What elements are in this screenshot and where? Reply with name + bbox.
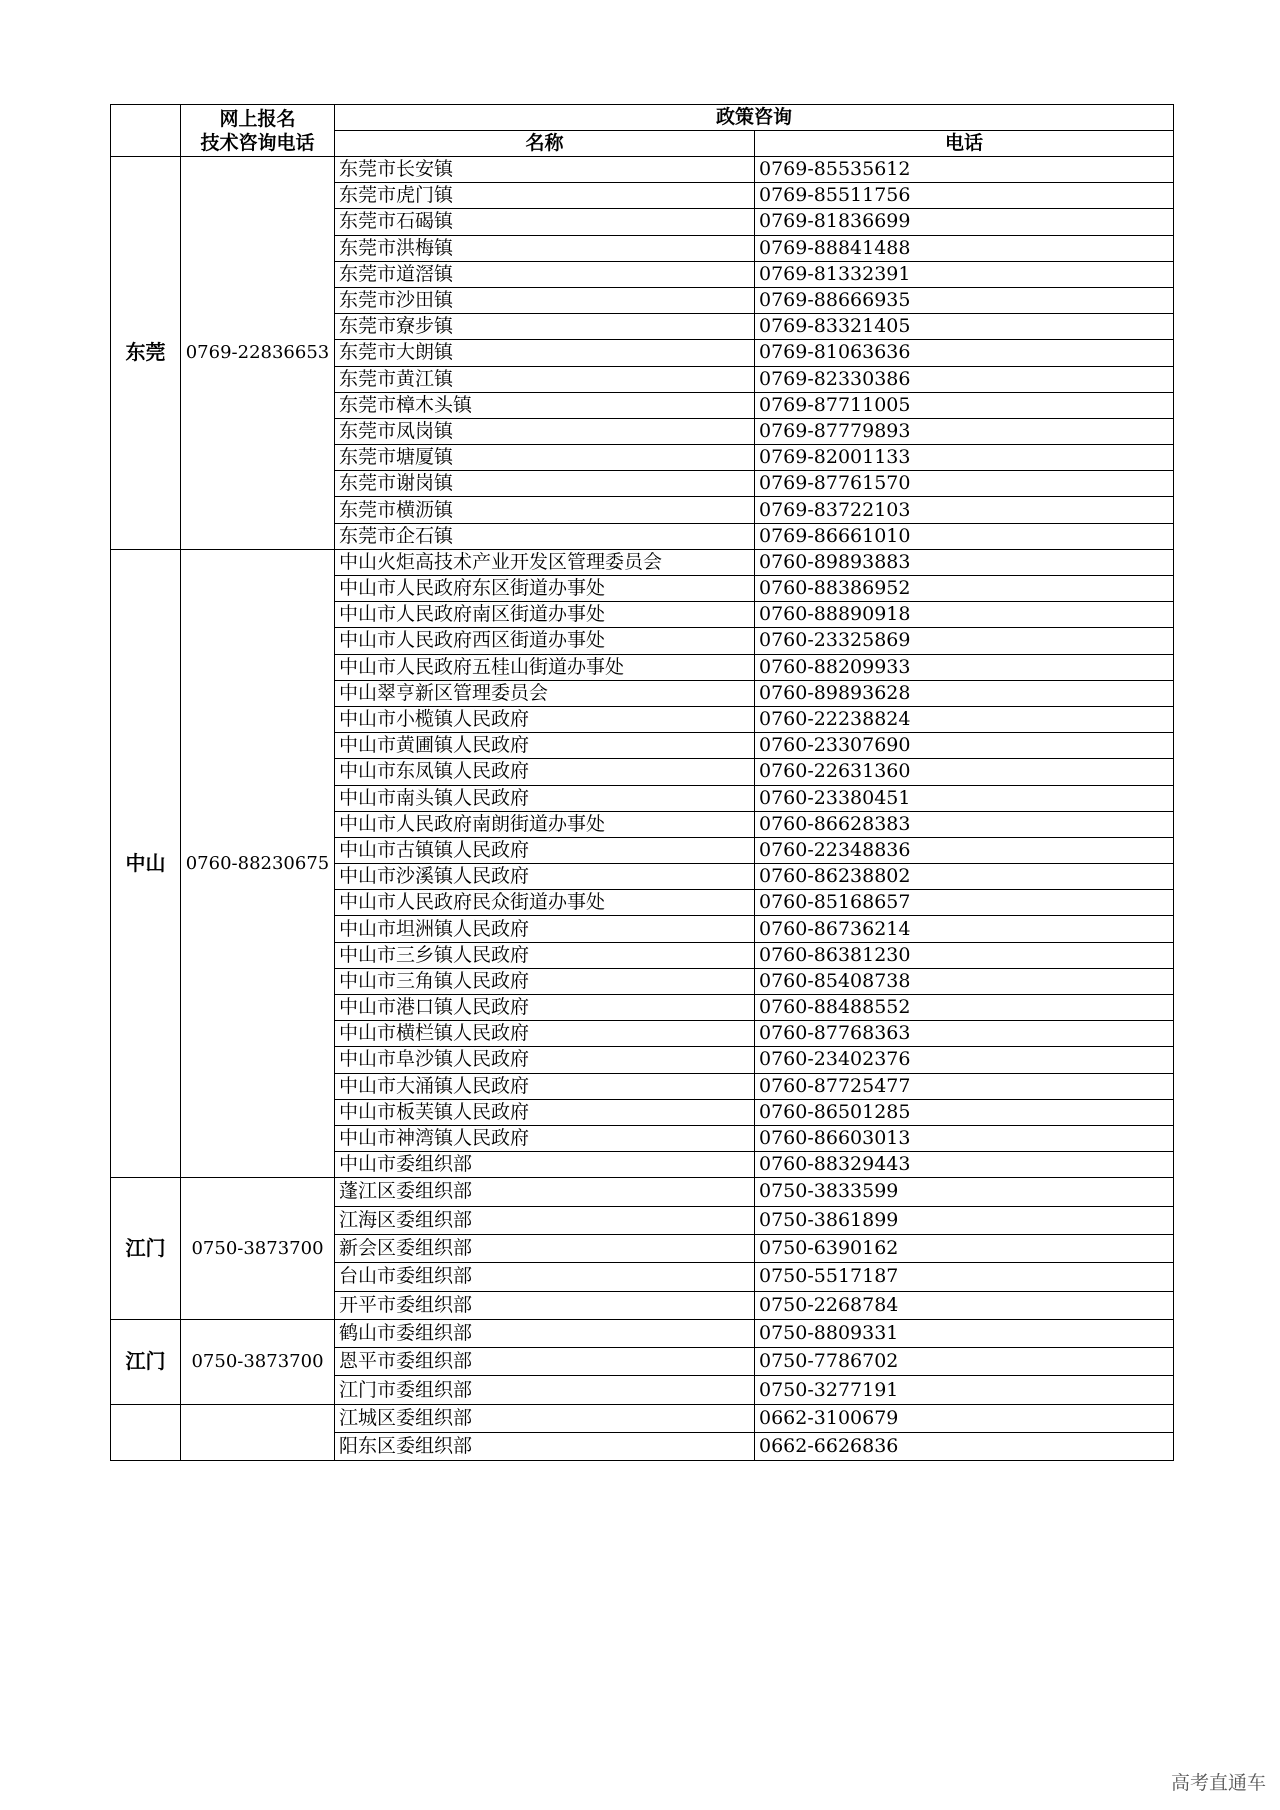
office-phone-cell: 0769-85511756: [755, 183, 1174, 209]
table-row: [111, 1178, 1174, 1206]
office-name-cell: 江城区委组织部: [335, 1404, 755, 1432]
city-cell: 中山: [111, 549, 181, 1178]
office-phone-cell: 0760-86238802: [755, 864, 1174, 890]
city-cell: 东莞: [111, 157, 181, 550]
header-tech-label-line1: 网上报名: [219, 107, 296, 130]
office-name-cell: 中山市人民政府西区街道办事处: [335, 628, 755, 654]
office-name-cell: 中山市人民政府民众街道办事处: [335, 890, 755, 916]
office-phone-cell: 0769-81332391: [755, 261, 1174, 287]
office-name-cell: 东莞市黄江镇: [335, 366, 755, 392]
office-name-cell: 中山翠亨新区管理委员会: [335, 680, 755, 706]
city-cell: 江门: [111, 1319, 181, 1404]
office-name-cell: 东莞市大朗镇: [335, 340, 755, 366]
office-phone-cell: 0750-5517187: [755, 1263, 1174, 1291]
office-phone-cell: 0769-85535612: [755, 157, 1174, 183]
header-row-1: [111, 105, 1174, 131]
office-phone-cell: 0662-3100679: [755, 1404, 1174, 1432]
office-phone-cell: 0769-81063636: [755, 340, 1174, 366]
office-name-cell: 中山市横栏镇人民政府: [335, 1021, 755, 1047]
office-name-cell: 中山市黄圃镇人民政府: [335, 733, 755, 759]
office-name-cell: 中山市大涌镇人民政府: [335, 1073, 755, 1099]
office-phone-cell: 0769-83321405: [755, 314, 1174, 340]
office-phone-cell: 0760-87725477: [755, 1073, 1174, 1099]
office-phone-cell: 0750-6390162: [755, 1234, 1174, 1262]
office-name-cell: 中山市东凤镇人民政府: [335, 759, 755, 785]
office-name-cell: 中山市三乡镇人民政府: [335, 942, 755, 968]
office-name-cell: 东莞市道滘镇: [335, 261, 755, 287]
office-phone-cell: 0760-88209933: [755, 654, 1174, 680]
table-row: [111, 1319, 1174, 1347]
office-phone-cell: 0662-6626836: [755, 1432, 1174, 1460]
office-name-cell: 东莞市洪梅镇: [335, 235, 755, 261]
office-name-cell: 东莞市石碣镇: [335, 209, 755, 235]
table-row: [111, 157, 1174, 183]
policy-consultation-table: [110, 104, 1174, 1461]
watermark-text: 高考直通车: [1170, 1772, 1266, 1794]
office-name-cell: 中山市港口镇人民政府: [335, 995, 755, 1021]
office-name-cell: 江门市委组织部: [335, 1376, 755, 1404]
office-phone-cell: 0769-81836699: [755, 209, 1174, 235]
office-phone-cell: 0760-88386952: [755, 576, 1174, 602]
office-phone-cell: 0760-22631360: [755, 759, 1174, 785]
office-name-cell: 中山市人民政府东区街道办事处: [335, 576, 755, 602]
office-phone-cell: 0760-23380451: [755, 785, 1174, 811]
tech-phone-cell: 0769-22836653: [181, 157, 335, 550]
table-row: [111, 1404, 1174, 1432]
office-name-cell: 东莞市谢岗镇: [335, 471, 755, 497]
city-cell: [111, 1404, 181, 1461]
header-tech-label-line2: 技术咨询电话: [200, 131, 315, 154]
header-policy-label: 政策咨询: [335, 105, 1174, 131]
office-name-cell: 东莞市长安镇: [335, 157, 755, 183]
office-phone-cell: 0750-8809331: [755, 1319, 1174, 1347]
office-phone-cell: 0760-87768363: [755, 1021, 1174, 1047]
office-name-cell: 蓬江区委组织部: [335, 1178, 755, 1206]
tech-phone-cell: [181, 1404, 335, 1461]
header-phone-label: 电话: [755, 131, 1174, 157]
office-name-cell: 东莞市沙田镇: [335, 287, 755, 313]
office-name-cell: 恩平市委组织部: [335, 1348, 755, 1376]
office-name-cell: 东莞市企石镇: [335, 523, 755, 549]
office-phone-cell: 0760-88890918: [755, 602, 1174, 628]
office-phone-cell: 0760-86603013: [755, 1125, 1174, 1151]
office-phone-cell: 0760-86381230: [755, 942, 1174, 968]
office-phone-cell: 0750-2268784: [755, 1291, 1174, 1319]
tech-phone-cell: 0750-3873700: [181, 1319, 335, 1404]
office-name-cell: 中山火炬高技术产业开发区管理委员会: [335, 549, 755, 575]
office-phone-cell: 0760-89893628: [755, 680, 1174, 706]
office-phone-cell: 0750-7786702: [755, 1348, 1174, 1376]
office-name-cell: 中山市人民政府南区街道办事处: [335, 602, 755, 628]
office-name-cell: 中山市阜沙镇人民政府: [335, 1047, 755, 1073]
header-name-label: 名称: [335, 131, 755, 157]
office-phone-cell: 0769-87711005: [755, 392, 1174, 418]
office-phone-cell: 0769-83722103: [755, 497, 1174, 523]
office-name-cell: 东莞市虎门镇: [335, 183, 755, 209]
office-phone-cell: 0769-87779893: [755, 418, 1174, 444]
office-phone-cell: 0760-88329443: [755, 1152, 1174, 1178]
office-name-cell: 江海区委组织部: [335, 1206, 755, 1234]
tech-phone-cell: 0760-88230675: [181, 549, 335, 1178]
office-name-cell: 东莞市凤岗镇: [335, 418, 755, 444]
office-phone-cell: 0769-87761570: [755, 471, 1174, 497]
office-phone-cell: 0760-86501285: [755, 1099, 1174, 1125]
office-name-cell: 鹤山市委组织部: [335, 1319, 755, 1347]
office-phone-cell: 0760-22238824: [755, 706, 1174, 732]
office-phone-cell: 0760-88488552: [755, 995, 1174, 1021]
office-name-cell: 台山市委组织部: [335, 1263, 755, 1291]
office-phone-cell: 0760-86628383: [755, 811, 1174, 837]
office-phone-cell: 0750-3861899: [755, 1206, 1174, 1234]
office-phone-cell: 0769-88841488: [755, 235, 1174, 261]
office-name-cell: 中山市人民政府五桂山街道办事处: [335, 654, 755, 680]
header-city-cell: [111, 105, 181, 157]
office-phone-cell: 0750-3833599: [755, 1178, 1174, 1206]
office-phone-cell: 0760-85408738: [755, 968, 1174, 994]
office-name-cell: 中山市南头镇人民政府: [335, 785, 755, 811]
office-name-cell: 中山市委组织部: [335, 1152, 755, 1178]
office-phone-cell: 0769-88666935: [755, 287, 1174, 313]
office-phone-cell: 0769-82001133: [755, 445, 1174, 471]
office-name-cell: 中山市板芙镇人民政府: [335, 1099, 755, 1125]
header-tech-phone-cell: [181, 105, 335, 157]
office-name-cell: 东莞市樟木头镇: [335, 392, 755, 418]
office-name-cell: 东莞市塘厦镇: [335, 445, 755, 471]
office-name-cell: 东莞市寮步镇: [335, 314, 755, 340]
office-name-cell: 中山市神湾镇人民政府: [335, 1125, 755, 1151]
office-phone-cell: 0760-23325869: [755, 628, 1174, 654]
office-name-cell: 东莞市横沥镇: [335, 497, 755, 523]
office-phone-cell: 0760-85168657: [755, 890, 1174, 916]
office-name-cell: 中山市坦洲镇人民政府: [335, 916, 755, 942]
office-name-cell: 中山市三角镇人民政府: [335, 968, 755, 994]
office-phone-cell: 0760-23307690: [755, 733, 1174, 759]
office-name-cell: 开平市委组织部: [335, 1291, 755, 1319]
table-row: [111, 549, 1174, 575]
city-cell: 江门: [111, 1178, 181, 1319]
office-phone-cell: 0760-22348836: [755, 837, 1174, 863]
office-phone-cell: 0760-86736214: [755, 916, 1174, 942]
office-name-cell: 中山市沙溪镇人民政府: [335, 864, 755, 890]
office-name-cell: 中山市小榄镇人民政府: [335, 706, 755, 732]
office-phone-cell: 0769-86661010: [755, 523, 1174, 549]
tech-phone-cell: 0750-3873700: [181, 1178, 335, 1319]
office-phone-cell: 0760-23402376: [755, 1047, 1174, 1073]
office-phone-cell: 0769-82330386: [755, 366, 1174, 392]
office-name-cell: 中山市人民政府南朗街道办事处: [335, 811, 755, 837]
office-phone-cell: 0750-3277191: [755, 1376, 1174, 1404]
office-phone-cell: 0760-89893883: [755, 549, 1174, 575]
office-name-cell: 阳东区委组织部: [335, 1432, 755, 1460]
office-name-cell: 中山市古镇镇人民政府: [335, 837, 755, 863]
office-name-cell: 新会区委组织部: [335, 1234, 755, 1262]
